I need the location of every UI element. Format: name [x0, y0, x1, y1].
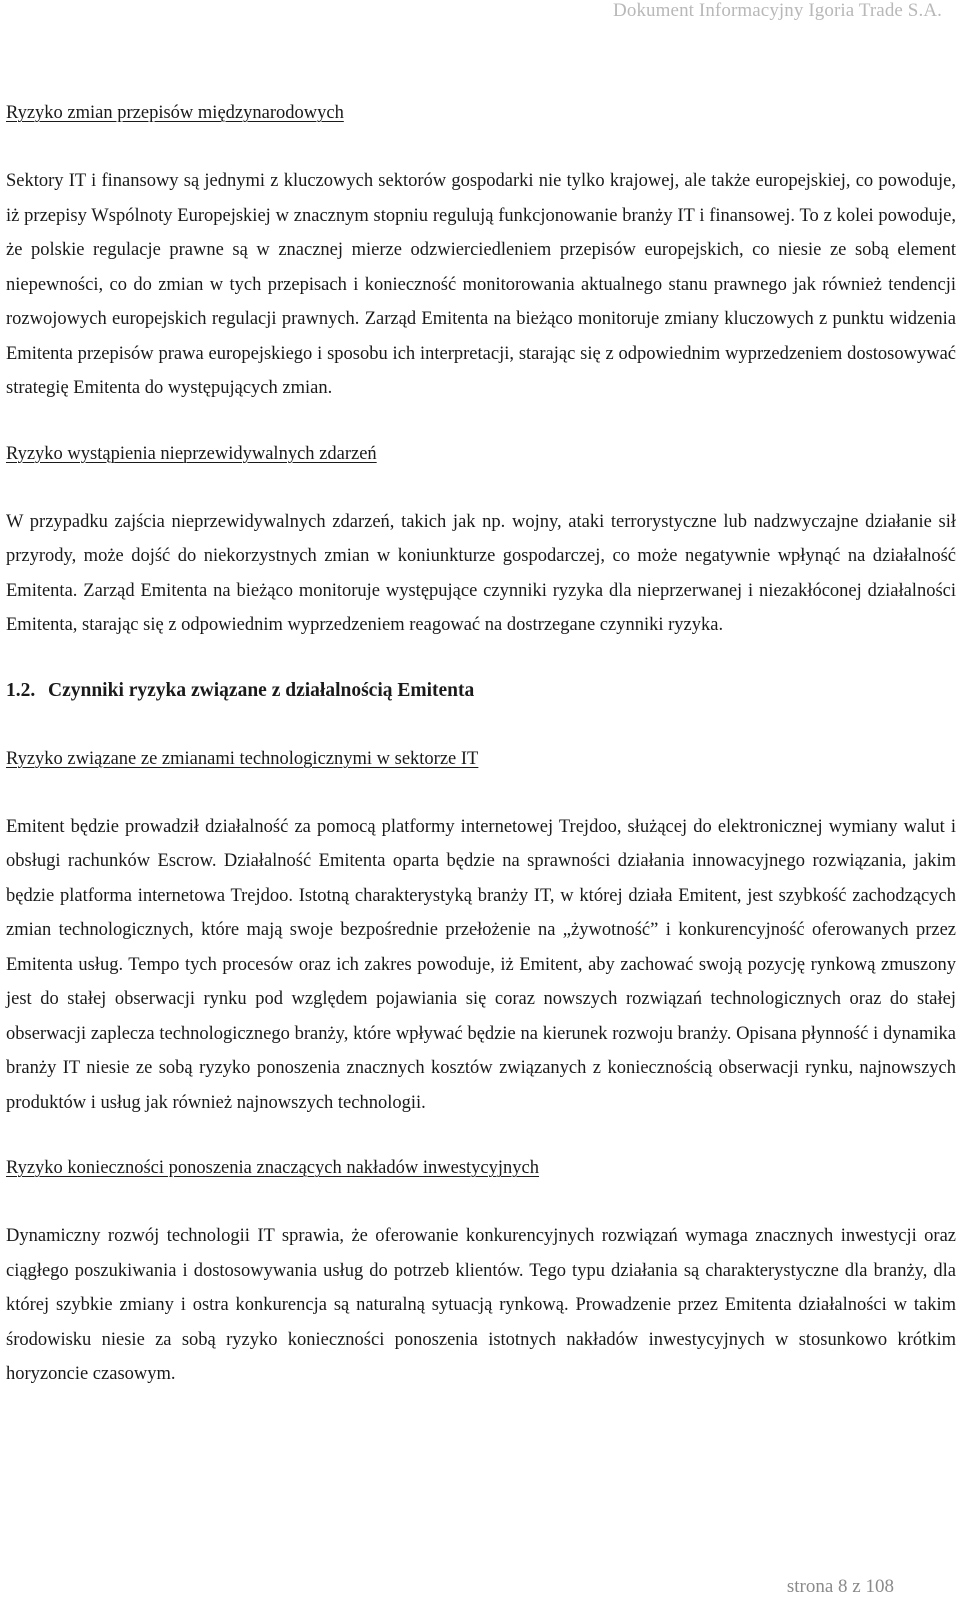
section-paragraph-investment-outlays: Dynamiczny rozwój technologii IT sprawia, że oferowanie konkurencyjnych rozwiązań wymaga znacznych inwestycji oraz ciągłego poszukiwania i dostosowywania usług do potrzeb klientów. Tego typu działania są charakterystyczne dla branży, dla której szybkie zmiany i ostra konkurencja są naturalną sytuacją rynkową. Prowadzenie przez Emitenta działalności w takim środowisku niesie za sobą ryzyko konieczności ponoszenia istotnych nakładów inwestycyjnych w stosunkowo krótkim horyzoncie czasowym.: [6, 1226, 956, 1384]
section-heading-investment-outlays: Ryzyko konieczności ponoszenia znaczących nakładów inwestycyjnych: [6, 1158, 539, 1178]
section-paragraph-technological-changes: Emitent będzie prowadził działalność za pomocą platformy internetowej Trejdoo, służącej do elektronicznej wymiany walut i obsługi rachunków Escrow. Działalność Emitenta oparta będzie na sprawności działania innowacyjnego rozwiązania, jakim będzie platforma internetowa Trejdoo. Istotną charakterystyką branży IT, w której działa Emitent, jest szybkość zachodzących zmian technologicznych, które mają swoje bezpośrednie przełożenie na „żywotność” i konkurencyjność oferowanych przez Emitenta usług. Tempo tych procesów oraz ich zakres powoduje, iż Emitent, aby zachować swoją pozycję rynkową zmuszony jest do stałej obserwacji rynku pod względem pojawiania się coraz nowszych rozwiązań technologicznych oraz do stałej obserwacji zaplecza technologicznego branży, które wpływać będzie na kierunek rozwoju branży. Opisana płynność i dynamika branży IT niesie ze sobą ryzyko ponoszenia znacznych kosztów związanych z koniecznością obserwacji rynku, najnowszych produktów i usług jak również najnowszych technologii.: [6, 816, 956, 1113]
section-paragraph-international-regulations: Sektory IT i finansowy są jednymi z kluczowych sektorów gospodarki nie tylko krajowej, ale także europejskiej, co powoduje, iż przepisy Wspólnoty Europejskiej w znacznym stopniu regulują funkcjonowanie branży IT i finansowej. To z kolei powoduje, że polskie regulacje prawne są w znacznej mierze odzwierciedleniem przepisów europejskich, co niesie ze sobą element niepewności, co do zmian w tych przepisach i konieczność monitorowania aktualnego stanu prawnego jak również tendencji rozwojowych europejskich regulacji prawnych. Zarząd Emitenta na bieżąco monitoruje zmiany kluczowych z punktu widzenia Emitenta przepisów prawa europejskiego i sposobu ich interpretacji, starając się z odpowiednim wyprzedzeniem dostosowywać strategię Emitenta do występujących zmian.: [6, 171, 956, 398]
chapter-heading: [6, 674, 956, 708]
section-paragraph-unpredictable-events: W przypadku zajścia nieprzewidywalnych zdarzeń, takich jak np. wojny, ataki terrorystyczne lub nadzwyczajne działanie sił przyrody, może dojść do niekorzystnych zmian w koniunkturze gospodarczej, co może negatywnie wpłynąć na działalność Emitenta. Zarząd Emitenta na bieżąco monitoruje występujące czynniki ryzyka dla nieprzerwanej i niezakłóconej działalności Emitenta, starając się z odpowiednim wyprzedzeniem reagować na dostrzegane czynniki ryzyka.: [6, 511, 956, 635]
section-heading-unpredictable-events: Ryzyko wystąpienia nieprzewidywalnych zdarzeń: [6, 443, 377, 464]
section-heading-international-regulations: Ryzyko zmian przepisów międzynarodowych: [6, 103, 344, 123]
page-number: strona 8 z 108: [786, 1576, 894, 1597]
chapter-number: 1.2.: [6, 679, 36, 701]
section-heading-technological-changes: Ryzyko związane ze zmianami technologicznymi w sektorze IT: [6, 748, 479, 769]
page-content: [6, 96, 956, 1392]
chapter-title: Czynniki ryzyka związane z działalnością Emitenta: [48, 679, 475, 701]
document-header-title: Dokument Informacyjny Igoria Trade S.A.: [613, 0, 942, 21]
